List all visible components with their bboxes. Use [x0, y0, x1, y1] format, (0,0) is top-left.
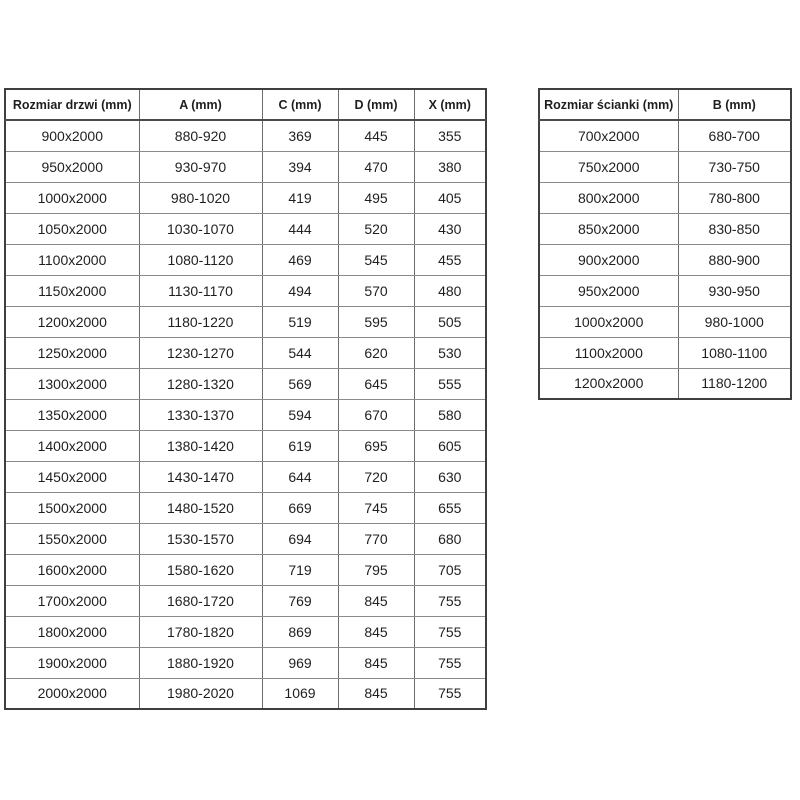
table-cell: 800x2000 — [539, 182, 678, 213]
column-header-0: Rozmiar drzwi (mm) — [5, 89, 139, 120]
table-row — [5, 523, 486, 554]
table-cell: 520 — [338, 213, 414, 244]
table-cell: 2000x2000 — [5, 678, 139, 709]
table-cell: 1380-1420 — [139, 430, 262, 461]
table-cell: 620 — [338, 337, 414, 368]
table-row — [5, 616, 486, 647]
table-cell: 1980-2020 — [139, 678, 262, 709]
table-cell: 750x2000 — [539, 151, 678, 182]
table-cell: 670 — [338, 399, 414, 430]
table-cell: 530 — [414, 337, 486, 368]
table-cell: 830-850 — [678, 213, 791, 244]
table-cell: 795 — [338, 554, 414, 585]
table-cell: 680 — [414, 523, 486, 554]
table-cell: 1200x2000 — [5, 306, 139, 337]
table-cell: 1400x2000 — [5, 430, 139, 461]
table-cell: 845 — [338, 647, 414, 678]
header-row — [5, 89, 486, 120]
table-cell: 755 — [414, 678, 486, 709]
table-cell: 980-1000 — [678, 306, 791, 337]
table-cell: 355 — [414, 120, 486, 151]
table-cell: 1800x2000 — [5, 616, 139, 647]
table-cell: 755 — [414, 647, 486, 678]
table-cell: 1200x2000 — [539, 368, 678, 399]
table-row — [539, 213, 791, 244]
table-cell: 845 — [338, 585, 414, 616]
table-cell: 1130-1170 — [139, 275, 262, 306]
wall-dimensions-table — [538, 88, 792, 400]
table-row — [5, 430, 486, 461]
table-cell: 755 — [414, 616, 486, 647]
table-cell: 1580-1620 — [139, 554, 262, 585]
table-cell: 720 — [338, 461, 414, 492]
table-cell: 680-700 — [678, 120, 791, 151]
table-cell: 555 — [414, 368, 486, 399]
table-cell: 445 — [338, 120, 414, 151]
table-cell: 1300x2000 — [5, 368, 139, 399]
table-cell: 630 — [414, 461, 486, 492]
table-cell: 1350x2000 — [5, 399, 139, 430]
table-cell: 694 — [262, 523, 338, 554]
table-cell: 950x2000 — [5, 151, 139, 182]
table-cell: 544 — [262, 337, 338, 368]
table-cell: 569 — [262, 368, 338, 399]
table-cell: 595 — [338, 306, 414, 337]
table-cell: 1880-1920 — [139, 647, 262, 678]
table-cell: 545 — [338, 244, 414, 275]
table-row — [539, 275, 791, 306]
column-header-1: B (mm) — [678, 89, 791, 120]
table-cell: 730-750 — [678, 151, 791, 182]
table-cell: 1280-1320 — [139, 368, 262, 399]
table-cell: 419 — [262, 182, 338, 213]
table-cell: 1500x2000 — [5, 492, 139, 523]
column-header-0: Rozmiar ścianki (mm) — [539, 89, 678, 120]
table-cell: 1000x2000 — [539, 306, 678, 337]
table-row — [539, 244, 791, 275]
column-header-3: D (mm) — [338, 89, 414, 120]
column-header-4: X (mm) — [414, 89, 486, 120]
table-row — [5, 647, 486, 678]
table-cell: 619 — [262, 430, 338, 461]
table-cell: 880-920 — [139, 120, 262, 151]
table-cell: 444 — [262, 213, 338, 244]
table-cell: 1080-1120 — [139, 244, 262, 275]
table-cell: 394 — [262, 151, 338, 182]
table-cell: 1100x2000 — [5, 244, 139, 275]
table-row — [5, 337, 486, 368]
table-cell: 1250x2000 — [5, 337, 139, 368]
table-row — [5, 554, 486, 585]
table-row — [539, 368, 791, 399]
table-row — [5, 120, 486, 151]
table-cell: 1180-1220 — [139, 306, 262, 337]
table-cell: 1150x2000 — [5, 275, 139, 306]
table-cell: 430 — [414, 213, 486, 244]
table-cell: 769 — [262, 585, 338, 616]
table-cell: 850x2000 — [539, 213, 678, 244]
table-cell: 1330-1370 — [139, 399, 262, 430]
table-cell: 1180-1200 — [678, 368, 791, 399]
table-row — [5, 368, 486, 399]
table-cell: 1069 — [262, 678, 338, 709]
table-cell: 1680-1720 — [139, 585, 262, 616]
table-cell: 845 — [338, 616, 414, 647]
table-row — [539, 182, 791, 213]
table-cell: 719 — [262, 554, 338, 585]
table-cell: 594 — [262, 399, 338, 430]
table-cell: 1450x2000 — [5, 461, 139, 492]
table-cell: 494 — [262, 275, 338, 306]
table-cell: 1780-1820 — [139, 616, 262, 647]
table-cell: 455 — [414, 244, 486, 275]
table-cell: 495 — [338, 182, 414, 213]
table-row — [539, 151, 791, 182]
table-row — [5, 151, 486, 182]
door-dimensions-table — [4, 88, 487, 710]
table-cell: 1480-1520 — [139, 492, 262, 523]
table-cell: 930-970 — [139, 151, 262, 182]
table-cell: 1600x2000 — [5, 554, 139, 585]
table-cell: 380 — [414, 151, 486, 182]
table-cell: 930-950 — [678, 275, 791, 306]
table-cell: 470 — [338, 151, 414, 182]
table-cell: 505 — [414, 306, 486, 337]
table-cell: 1430-1470 — [139, 461, 262, 492]
table-cell: 770 — [338, 523, 414, 554]
table-cell: 845 — [338, 678, 414, 709]
table-cell: 869 — [262, 616, 338, 647]
table-cell: 695 — [338, 430, 414, 461]
table-cell: 1230-1270 — [139, 337, 262, 368]
table-cell: 519 — [262, 306, 338, 337]
table-cell: 644 — [262, 461, 338, 492]
table-cell: 900x2000 — [5, 120, 139, 151]
table-row — [5, 213, 486, 244]
table-row — [5, 461, 486, 492]
table-cell: 570 — [338, 275, 414, 306]
table-cell: 1080-1100 — [678, 337, 791, 368]
table-cell: 705 — [414, 554, 486, 585]
table-row — [5, 182, 486, 213]
table-cell: 755 — [414, 585, 486, 616]
table-cell: 900x2000 — [539, 244, 678, 275]
table-row — [5, 244, 486, 275]
header-row — [539, 89, 791, 120]
table-cell: 980-1020 — [139, 182, 262, 213]
table-cell: 369 — [262, 120, 338, 151]
table-cell: 1030-1070 — [139, 213, 262, 244]
table-row — [539, 337, 791, 368]
table-row — [5, 306, 486, 337]
table-cell: 1550x2000 — [5, 523, 139, 554]
table-row — [539, 306, 791, 337]
table-row — [5, 399, 486, 430]
column-header-2: C (mm) — [262, 89, 338, 120]
table-cell: 969 — [262, 647, 338, 678]
table-cell: 700x2000 — [539, 120, 678, 151]
table-cell: 605 — [414, 430, 486, 461]
table-cell: 405 — [414, 182, 486, 213]
table-cell: 645 — [338, 368, 414, 399]
table-cell: 1700x2000 — [5, 585, 139, 616]
table-cell: 655 — [414, 492, 486, 523]
table-row — [5, 585, 486, 616]
table-cell: 580 — [414, 399, 486, 430]
table-cell: 1530-1570 — [139, 523, 262, 554]
table-cell: 880-900 — [678, 244, 791, 275]
table-cell: 1900x2000 — [5, 647, 139, 678]
table-cell: 1050x2000 — [5, 213, 139, 244]
table-row — [5, 492, 486, 523]
table-row — [539, 120, 791, 151]
table-cell: 469 — [262, 244, 338, 275]
table-cell: 1000x2000 — [5, 182, 139, 213]
table-cell: 1100x2000 — [539, 337, 678, 368]
table-cell: 480 — [414, 275, 486, 306]
column-header-1: A (mm) — [139, 89, 262, 120]
table-cell: 745 — [338, 492, 414, 523]
table-row — [5, 678, 486, 709]
table-row — [5, 275, 486, 306]
table-cell: 669 — [262, 492, 338, 523]
table-cell: 950x2000 — [539, 275, 678, 306]
table-cell: 780-800 — [678, 182, 791, 213]
